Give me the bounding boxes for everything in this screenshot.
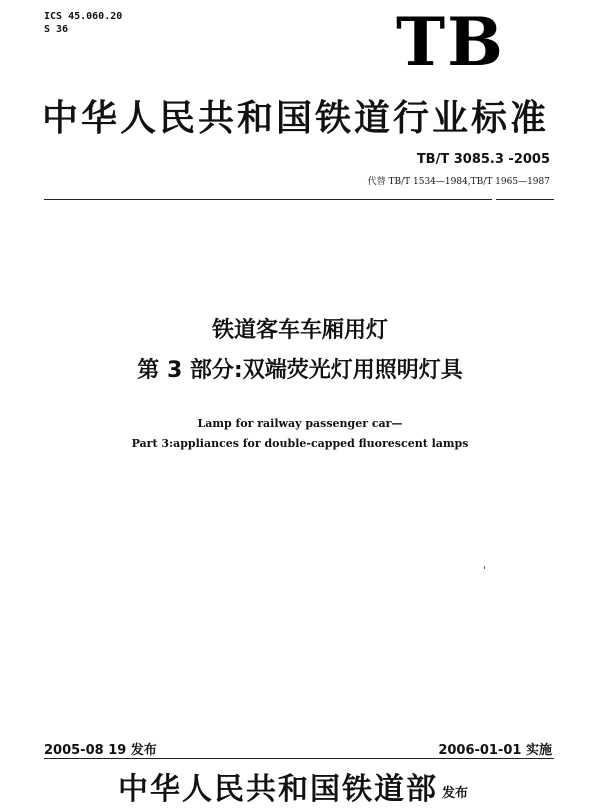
english-title-line-1: Lamp for railway passenger car— bbox=[197, 417, 403, 430]
scan-speck bbox=[484, 566, 485, 569]
chinese-title-line-2: 第 3 部分:双端荧光灯用照明灯具 bbox=[137, 358, 463, 383]
classification-code: S 36 bbox=[44, 24, 69, 35]
classification-codes bbox=[44, 10, 122, 36]
publisher-suffix: 发布 bbox=[442, 786, 469, 801]
replaces-note: 代替 TB/T 1534—1984,TB/T 1965—1987 bbox=[367, 177, 550, 187]
implementation-date: 2006-01-01 实施 bbox=[438, 743, 552, 758]
tb-logo: TB bbox=[396, 3, 505, 81]
chinese-title-line-1: 铁道客车车厢用灯 bbox=[211, 318, 388, 343]
standard-category-title: 中华人民共和国铁道行业标准 bbox=[42, 97, 550, 139]
top-divider bbox=[44, 199, 492, 200]
english-title-line-2: Part 3:appliances for double-capped fluorescent lamps bbox=[131, 437, 469, 450]
standard-number: TB/T 3085.3 -2005 bbox=[416, 152, 550, 167]
top-divider-segment bbox=[496, 199, 554, 200]
publisher-name: 中华人民共和国铁道部 bbox=[118, 772, 438, 807]
issue-date: 2005-08 19 发布 bbox=[44, 743, 157, 758]
bottom-divider bbox=[44, 758, 554, 759]
ics-code: ICS 45.060.20 bbox=[44, 11, 123, 22]
